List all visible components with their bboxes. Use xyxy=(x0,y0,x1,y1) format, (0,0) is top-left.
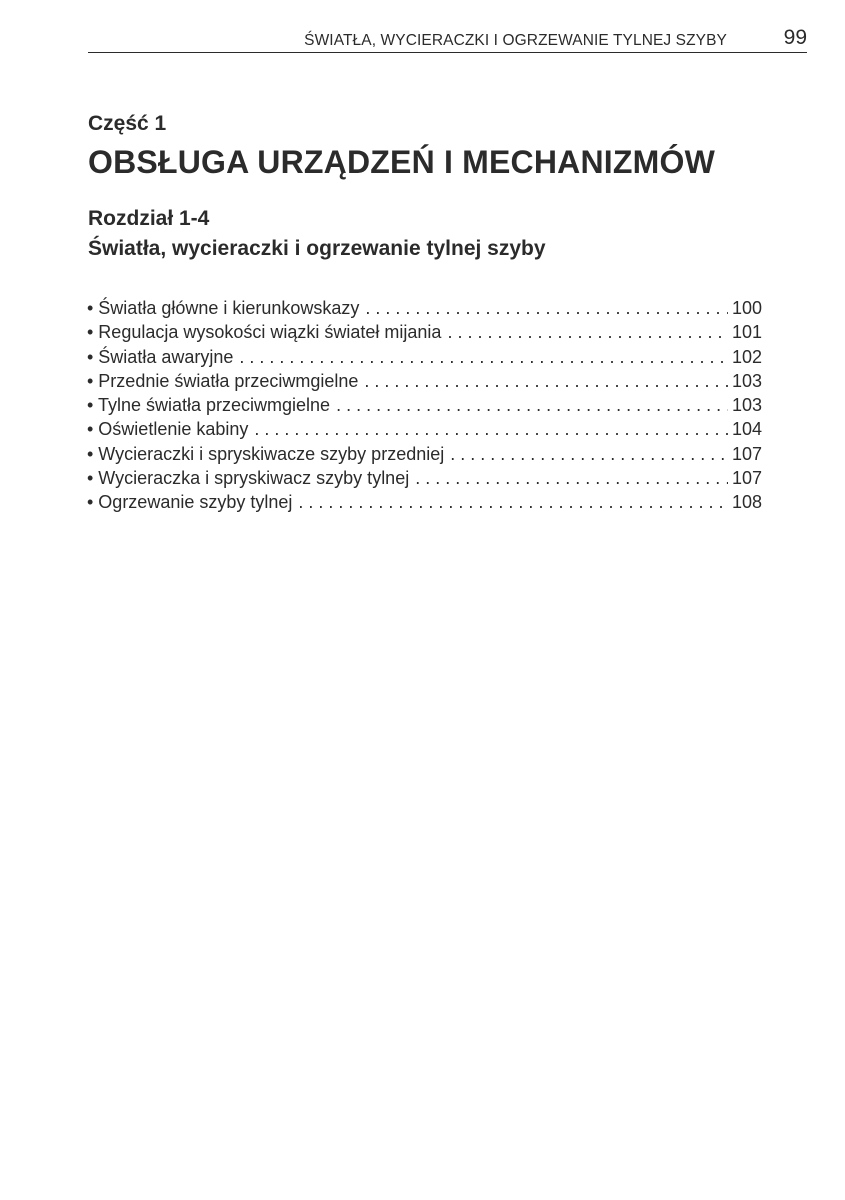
toc-item-label: • Wycieraczka i spryskiwacz szyby tylnej xyxy=(87,468,410,489)
toc-item-label: • Przednie światła przeciwmgielne xyxy=(87,370,359,391)
chapter-title: Światła, wycieraczki i ogrzewanie tylnej szyby xyxy=(88,237,546,260)
part-label: Część 1 xyxy=(88,112,167,135)
toc-item xyxy=(87,320,762,344)
toc-leader-dots xyxy=(450,442,728,466)
toc-item xyxy=(87,466,762,490)
toc-item xyxy=(87,393,762,417)
toc-item xyxy=(87,490,762,514)
toc-item-label: • Tylne światła przeciwmgielne xyxy=(87,395,331,416)
toc-leader-dots xyxy=(254,417,728,441)
toc-item-page: 107 xyxy=(731,468,762,489)
toc-item-label: • Oświetlenie kabiny xyxy=(87,419,249,440)
toc-leader-dots xyxy=(298,490,728,514)
toc-leader-dots xyxy=(365,296,728,320)
toc-item-page: 104 xyxy=(731,419,762,440)
toc-item xyxy=(87,296,762,320)
chapter-label: Rozdział 1-4 xyxy=(88,207,210,230)
toc-leader-dots xyxy=(336,393,728,417)
part-title: OBSŁUGA URZĄDZEŃ I MECHANIZMÓW xyxy=(88,144,715,180)
toc-item-label: • Ogrzewanie szyby tylnej xyxy=(87,492,293,513)
running-title: ŚWIATŁA, WYCIERACZKI I OGRZEWANIE TYLNEJ SZYBY xyxy=(304,32,727,49)
toc-item-label: • Światła awaryjne xyxy=(87,346,234,367)
toc-item-page: 103 xyxy=(731,370,762,391)
table-of-contents xyxy=(87,296,762,515)
toc-item xyxy=(87,442,762,466)
toc-leader-dots xyxy=(447,320,728,344)
toc-leader-dots xyxy=(364,369,728,393)
running-header xyxy=(88,28,807,53)
toc-item-label: • Regulacja wysokości wiązki świateł mijania xyxy=(87,322,442,343)
toc-item xyxy=(87,345,762,369)
toc-item-page: 101 xyxy=(731,322,762,343)
toc-item-page: 108 xyxy=(731,492,762,513)
toc-item-label: • Światła główne i kierunkowskazy xyxy=(87,298,360,318)
toc-item xyxy=(87,369,762,393)
toc-leader-dots xyxy=(239,345,728,369)
toc-item-page: 102 xyxy=(731,346,762,367)
toc-item-page: 107 xyxy=(731,443,762,464)
toc-item xyxy=(87,417,762,441)
toc-item-page: 100 xyxy=(731,298,762,318)
toc-leader-dots xyxy=(415,466,728,490)
toc-item-label: • Wycieraczki i spryskiwacze szyby przedniej xyxy=(87,443,445,464)
page-number: 99 xyxy=(783,26,807,49)
toc-item-page: 103 xyxy=(731,395,762,416)
